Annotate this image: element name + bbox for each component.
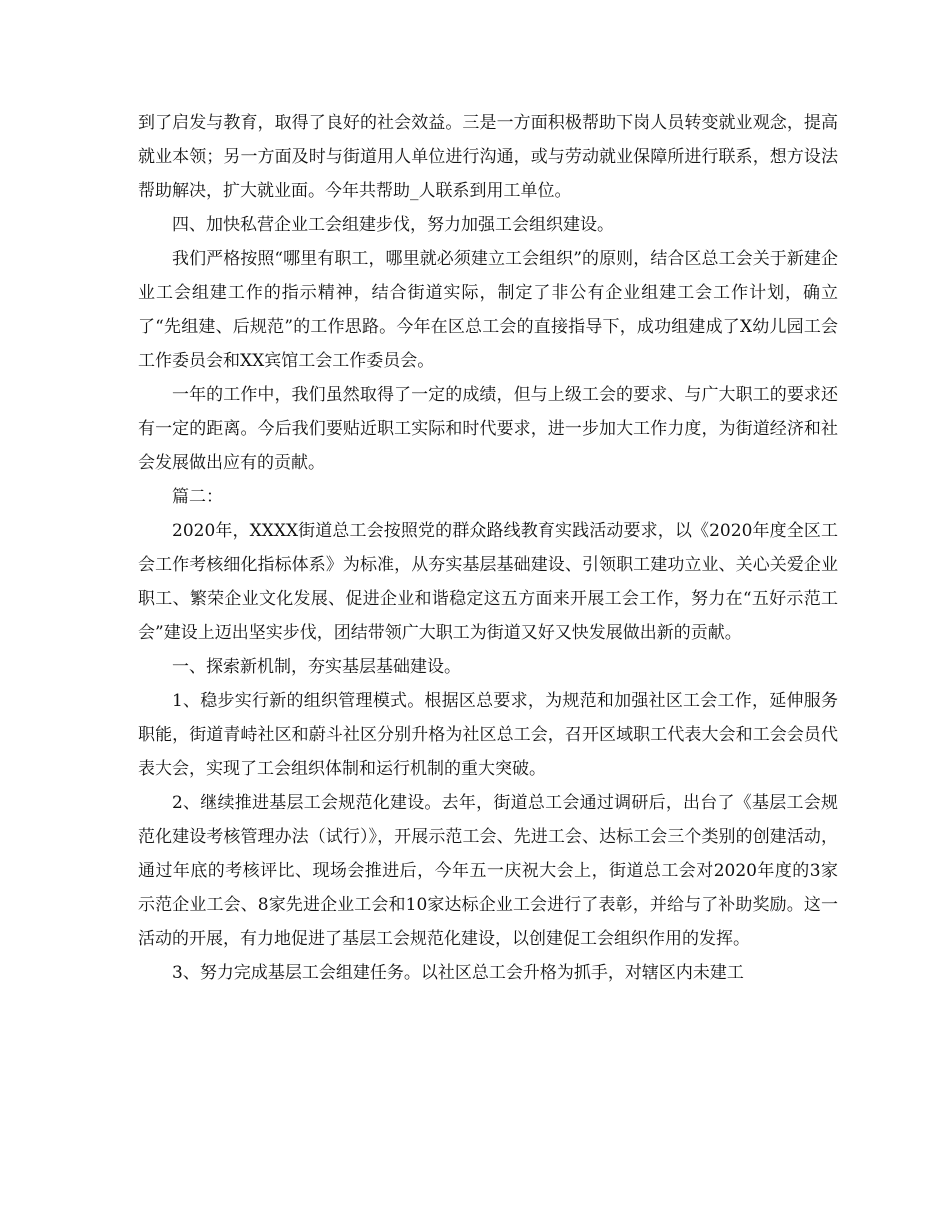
paragraph: 到了启发与教育，取得了良好的社会效益。三是一方面积极帮助下岗人员转变就业观念，提高就业本领；另一方面及时与街道用人单位进行沟通，或与劳动就业保障所进行联系，想方设法帮助解决，扩大就业面。今年共帮助_人联系到用工单位。 [138, 113, 838, 201]
document-body [138, 106, 838, 990]
paragraph: 一年的工作中，我们虽然取得了一定的成绩，但与上级工会的要求、与广大职工的要求还有一定的距离。今后我们要贴近职工实际和时代要求，进一步加大工作力度，为街道经济和社会发展做出应有的贡献。 [138, 385, 838, 473]
section-label: 篇二： [172, 487, 223, 507]
paragraph: 2020年，XXXX街道总工会按照党的群众路线教育实践活动要求，以《2020年度全区工会工作考核细化指标体系》为标准，从夯实基层基础建设、引领职工建功立业、关心关爱企业职工、繁荣企业文化发展、促进企业和谐稳定这五方面来开展工会工作，努力在“五好示范工会”建设上迈出坚实步伐，团结带领广大职工为街道又好又快发展做出新的贡献。 [138, 521, 838, 643]
paragraph: 我们严格按照“哪里有职工，哪里就必须建立工会组织”的原则，结合区总工会关于新建企业工会组建工作的指示精神，结合街道实际，制定了非公有企业组建工会工作计划，确立了“先组建、后规范”的工作思路。今年在区总工会的直接指导下，成功组建成了X幼儿园工会工作委员会和XX宾馆工会工作委员会。 [138, 249, 838, 371]
paragraph: 2、继续推进基层工会规范化建设。去年，街道总工会通过调研后，出台了《基层工会规范化建设考核管理办法（试行）》，开展示范工会、先进工会、达标工会三个类别的创建活动，通过年底的考核评比、现场会推进后，今年五一庆祝大会上，街道总工会对2020年度的3家示范企业工会、8家先进企业工会和10家达标企业工会进行了表彰，并给与了补助奖励。这一活动的开展，有力地促进了基层工会规范化建设，以创建促工会组织作用的发挥。 [138, 793, 838, 949]
paragraph: 1、稳步实行新的组织管理模式。根据区总要求，为规范和加强社区工会工作，延伸服务职能，街道青峙社区和蔚斗社区分别升格为社区总工会，召开区域职工代表大会和工会会员代表大会，实现了工会组织体制和运行机制的重大突破。 [138, 691, 838, 779]
paragraph: 3、努力完成基层工会组建任务。以社区总工会升格为抓手，对辖区内未建工 [172, 963, 744, 983]
section-heading: 四、加快私营企业工会组建步伐，努力加强工会组织建设。 [172, 215, 614, 235]
section-heading: 一、探索新机制，夯实基层基础建设。 [172, 657, 461, 677]
